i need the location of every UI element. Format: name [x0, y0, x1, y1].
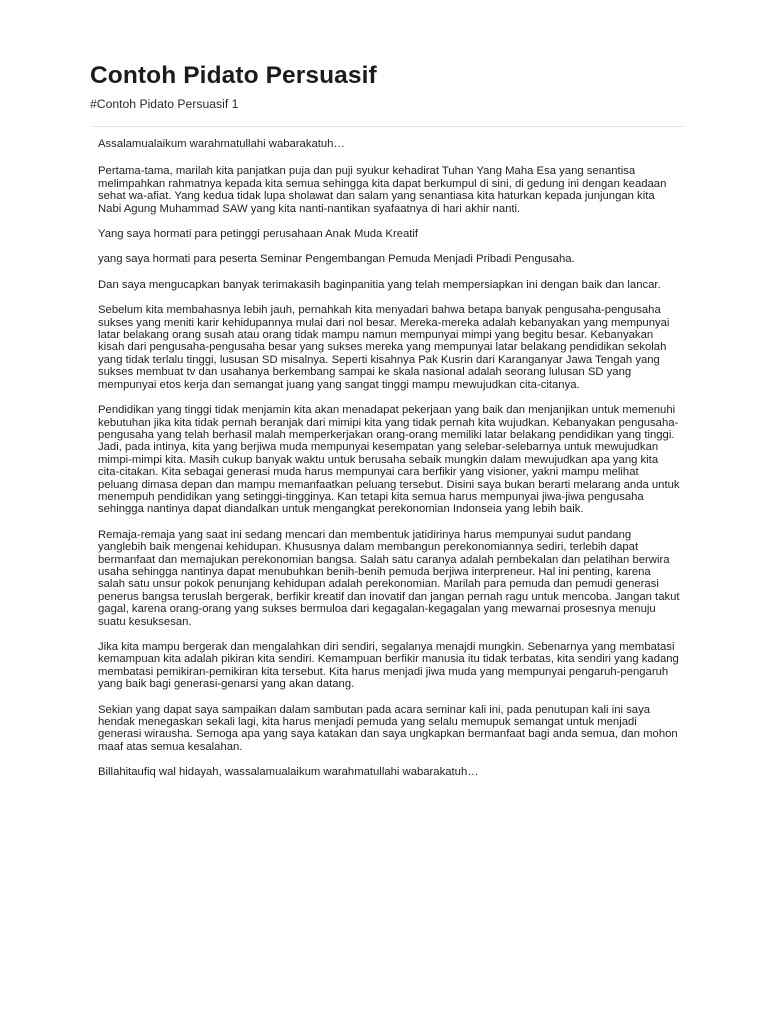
page-title: Contoh Pidato Persuasif	[90, 62, 377, 89]
paragraph-body: Pendidikan yang tinggi tidak menjamin kita akan menadapat pekerjaan yang baik dan menjanjikan untuk memenuhi kebutuhan jika kita tidak pernah beranjak dari mimipi kita yang tidak pernah kita wujudkan. Kebanyakan pengusaha-pengusaha yang telah berhasil malah memperkerjakan orang-orang memiliki latar belakang pendidikan yang tinggi. Jadi, pada intinya, kita yang berjiwa muda mempunyai kesempatan yang selebar-selebarnya untuk mewujudkan mimpi-mimpi kita. Masih cukup banyak waktu untuk berusaha sebaik mungkin dalam mewujudkan apa yang kita cita-citakan. Kita sebagai generasi muda harus mempunyai cara berfikir yang visioner, yakni mampu melihat peluang dimasa depan dan mampu memanfaatkan peluang tersebut. Disini saya bukan berarti melarang anda untuk menempuh pendidikan yang setinggi-tingginya. Kan tetapi kita semua harus mempunyai jiwa-jiwa pengusaha sehingga nantinya dapat diandalkan untuk mengangkat perekonomian Indonseia yang lebih baik.	[98, 404, 680, 516]
paragraph-greeting: Assalamualaikum warahmatullahi wabarakatuh…	[98, 138, 345, 150]
paragraph-body: Sebelum kita membahasnya lebih jauh, pernahkah kita menyadari bahwa betapa banyak pengusaha-pengusaha sukses yang meniti karir kehidupannya mulai dari nol besar. Mereka-mereka adalah kebanyakan yang mempunyai latar belakang orang susah atau orang tidak mampu namun mempunyai mimpi yang begitu besar. Kebanyakan kisah dari pengusaha-pengusaha besar yang sukses mereka yang mempunyai latar belakang pendidikan sekolah yang tidak terlalu tinggi, lususan SD misalnya. Seperti kisahnya Pak Kusrin dari Karanganyar Jawa Tengah yang sukses membuat tv dan usahanya berkembang sampai ke skala nasional adalah seorang lulusan SD yang mempunyai etos kerja dan semangat juang yang sangat tinggi mampu mewujudkan cita-citanya.	[98, 304, 670, 391]
paragraph-farewell: Billahitaufiq wal hidayah, wassalamualaikum warahmatullahi wabarakatuh…	[98, 766, 479, 779]
paragraph-address-participants: yang saya hormati para peserta Seminar Pengembangan Pemuda Menjadi Pribadi Pengusaha.	[98, 253, 575, 266]
paragraph-body: Jika kita mampu bergerak dan mengalahkan diri sendiri, segalanya menajdi mungkin. Sebenarnya yang membatasi kemampuan kita adalah pikiran kita sendiri. Kemampuan berfikir manusia itu tidak terbatas, kita sendiri yang kadang membatasi pemikiran-pemikiran kita tersebut. Kita harus menjadi jiwa muda yang mempunyai pengaruh-pengaruh yang baik bagi generasi-genarsi yang akan datang.	[98, 641, 679, 691]
paragraph-body: Remaja-remaja yang saat ini sedang mencari dan membentuk jatidirinya harus mempunyai sudut pandang yanglebih baik mengenai kehidupan. Khususnya dalam membangun perekonomiannya sediri, terlebih dapat bermanfaat dan memajukan perekonomian bangsa. Salah satu caranya adalah pembekalan dan pelatihan berwira usaha sehingga nantinya dapat menubuhkan benih-benih pemuda berjiwa interpreneur. Hal ini penting, karena salah satu unsur pokok penunjang kehidupan adalah perekonomian. Marilah para pemuda dan pemudi generasi penerus bangsa teruslah bergerak, berfikir kreatif dan inovatif dan jangan pernah ragu untuk mencoba. Jangan takut gagal, karena orang-orang yang sukses bermuloa dari kegagalan-kegagalan yang mewarnai prosesnya menuju suatu kesuksesan.	[98, 528, 680, 628]
divider	[90, 126, 684, 127]
speech-body	[98, 138, 680, 792]
paragraph-opening: Pertama-tama, marilah kita panjatkan puja dan puji syukur kehadirat Tuhan Yang Maha Esa yang senantisa melimpahkan rahmatnya kepada kita semua sehingga kita dapat berkumpul di sini, di gedung ini dengan keadaan sehat wa-afiat. Yang kedua tidak lupa sholawat dan salam yang senantiasa kita haturkan kepada junjungan kita Nabi Agung Muhammad SAW yang kita nanti-nantikan syafaatnya di hari akhir nanti.	[98, 165, 667, 215]
page-subtitle: #Contoh Pidato Persuasif 1	[90, 97, 239, 111]
paragraph-closing: Sekian yang dapat saya sampaikan dalam sambutan pada acara seminar kali ini, pada penutupan kali ini saya hendak menegaskan sekali lagi, kita harus menjadi pemuda yang selalu memupuk semangat untuk menjadi generasi wirausha. Semoga apa yang saya katakan dan saya ungkapkan bermanfaat bagi anda semua, dan mohon maaf atas semua kesalahan.	[98, 703, 678, 753]
paragraph-address-executives: Yang saya hormati para petinggi perusahaan Anak Muda Kreatif	[98, 228, 419, 241]
paragraph-thanks: Dan saya mengucapkan banyak terimakasih baginpanitia yang telah mempersiapkan ini dengan baik dan lancar.	[98, 278, 661, 291]
